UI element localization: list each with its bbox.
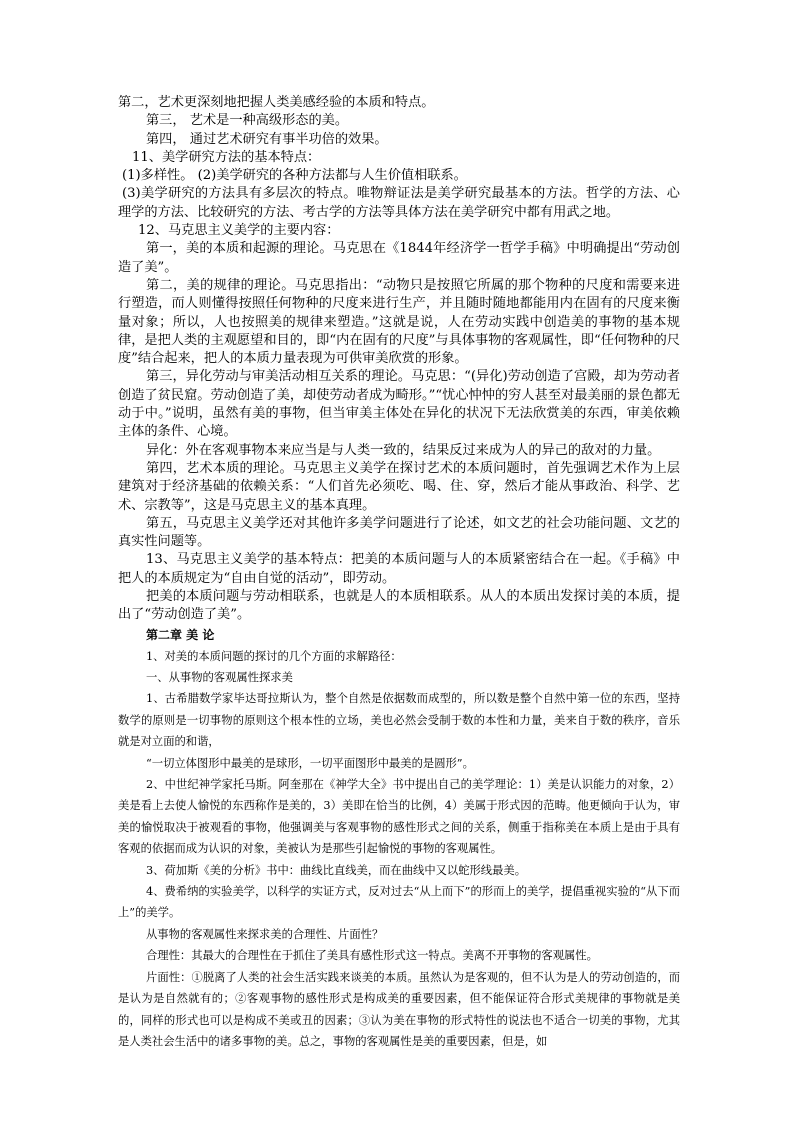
- paragraph: 12、马克思主义美学的主要内容：: [138, 223, 340, 239]
- paragraph: 1、对美的本质问题的探讨的几个方面的求解路径：: [146, 649, 402, 663]
- paragraph: 第二，艺术更深刻地把握人类美感经验的本质和特点。: [118, 95, 435, 110]
- paragraph: 把美的本质问题与劳动相联系，也就是人的本质相联系。从人的本质出发探讨美的本质，提出了“劳动创造了美”。: [118, 589, 680, 623]
- paragraph: (3)美学研究的方法具有多层次的特点。唯物辩证法是美学研究最基本的方法。哲学的方法、心理学的方法、比较研究的方法、考古学的方法等具体方法在美学研究中都有用武之地。: [118, 186, 680, 220]
- paragraph: 异化：外在客观事物本来应当是与人类一致的，结果反过来成为人的异己的敌对的力量。: [146, 442, 661, 458]
- document-body: [118, 94, 680, 1052]
- paragraph: 第二，美的规律的理论。马克思指出：“动物只是按照它所属的那个物种的尺度和需要来进行塑造，而人则懂得按照任何物种的尺度来进行生产，并且随时随地都能用内在固有的尺度来衡量对象；所以，人也按照美的规律来塑造。”这就是说，人在劳动实践中创造美的事物的基本规律，是把人类的主观愿望和目的，即“内在固有的尺度”与具体事物的客观属性，即“任何物种的尺度”结合起来，把人的本质力量表现为可供审美欣赏的形象。: [118, 277, 680, 367]
- paragraph: 一、从事物的客观属性探求美: [146, 671, 293, 685]
- paragraph: 片面性：①脱离了人类的社会生活实践来谈美的本质。虽然认为是客观的，但不认为是人的劳动创造的，而是认为是自然就有的；②客观事物的感性形式是构成美的重要因素，但不能保证符合形式美规律的事物就是美的，同样的形式也可以是构成不美或丑的因素；③认为美在事物的形式特性的说法也不适合一切美的事物，尤其是人类社会生活中的诸多事物的美。总之，事物的客观属性是美的重要因素，但是，如: [118, 970, 680, 1048]
- paragraph: 第五，马克思主义美学还对其他许多美学问题进行了论述，如文艺的社会功能问题、文艺的真实性问题等。: [118, 515, 680, 550]
- paragraph: 第三，异化劳动与审美活动相互关系的理论。马克思：“(异化)劳动创造了宫殿，却为劳动者创造了贫民窟。劳动创造了美，却使劳动者成为畸形。”“忧心忡忡的穷人甚至对最美丽的景色都无动于中。”说明，虽然有美的事物，但当审美主体处在异化的状况下无法欣赏美的东西，审美依赖主体的条件、心境。: [118, 369, 680, 440]
- chapter-heading: 第二章 美 论: [146, 627, 215, 642]
- paragraph: 13、马克思主义美学的基本特点：把美的本质问题与人的本质紧密结合在一起。《手稿》中把人的本质规定为“自由自觉的活动”，即劳动。: [118, 552, 680, 586]
- paragraph: 3、荷加斯《美的分析》书中：曲线比直线美，而在曲线中又以蛇形线最美。: [146, 863, 526, 877]
- paragraph: 第四，艺术本质的理论。马克思主义美学在探讨艺术的本质问题时，首先强调艺术作为上层建筑对于经济基础的依赖关系：“人们首先必须吃、喝、住、穿，然后才能从事政治、科学、艺术、宗教等”，这是马克思主义的基本真理。: [118, 460, 680, 513]
- paragraph: 2、中世纪神学家托马斯。阿奎那在《神学大全》书中提出自己的美学理论：1）美是认识能力的对象，2）美是看上去使人愉悦的东西称作是美的，3）美即在恰当的比例，4）美属于形式因的范畴。他更倾向于认为，审美的愉悦取决于被观看的事物，他强调美与客观事物的感性形式之间的关系，侧重于指称美在本质上是由于具有客观的依据而成为认识的对象，美被认为是那些引起愉悦的事物的客观属性。: [118, 778, 680, 856]
- paragraph: 1、古希腊数学家毕达哥拉斯认为，整个自然是依据数而成型的，所以数是整个自然中第一位的东西，坚持数学的原则是一切事物的原则这个根本性的立场，美也必然会受制于数的本性和力量，美来自于数的秩序，音乐就是对立面的和谐，: [118, 692, 680, 749]
- paragraph: 第四， 通过艺术研究有事半功倍的效果。: [146, 131, 388, 147]
- paragraph: (1)多样性。 (2)美学研究的各种方法都与人生价值相联系。: [122, 168, 467, 184]
- paragraph: 11、美学研究方法的基本特点：: [132, 149, 321, 165]
- paragraph: 第三， 艺术是一种高级形态的美。: [146, 113, 349, 129]
- paragraph: 第一，美的本质和起源的理论。马克思在《1844年经济学一哲学手稿》中明确提出“劳动创造了美”。: [118, 241, 680, 275]
- paragraph: 合理性：其最大的合理性在于抓住了美具有感性形式这一特点。美离不开事物的客观属性。: [146, 949, 598, 963]
- paragraph: 4、费希纳的实验美学，以科学的实证方式，反对过去“从上而下”的形而上的美学，提倡重视实验的“从下而上”的美学。: [118, 885, 680, 920]
- paragraph: 从事物的客观属性来探求美的合理性、片面性？: [146, 927, 384, 941]
- paragraph: “一切立体图形中最美的是球形，一切平面图形中最美的是圆形”。: [146, 756, 474, 770]
